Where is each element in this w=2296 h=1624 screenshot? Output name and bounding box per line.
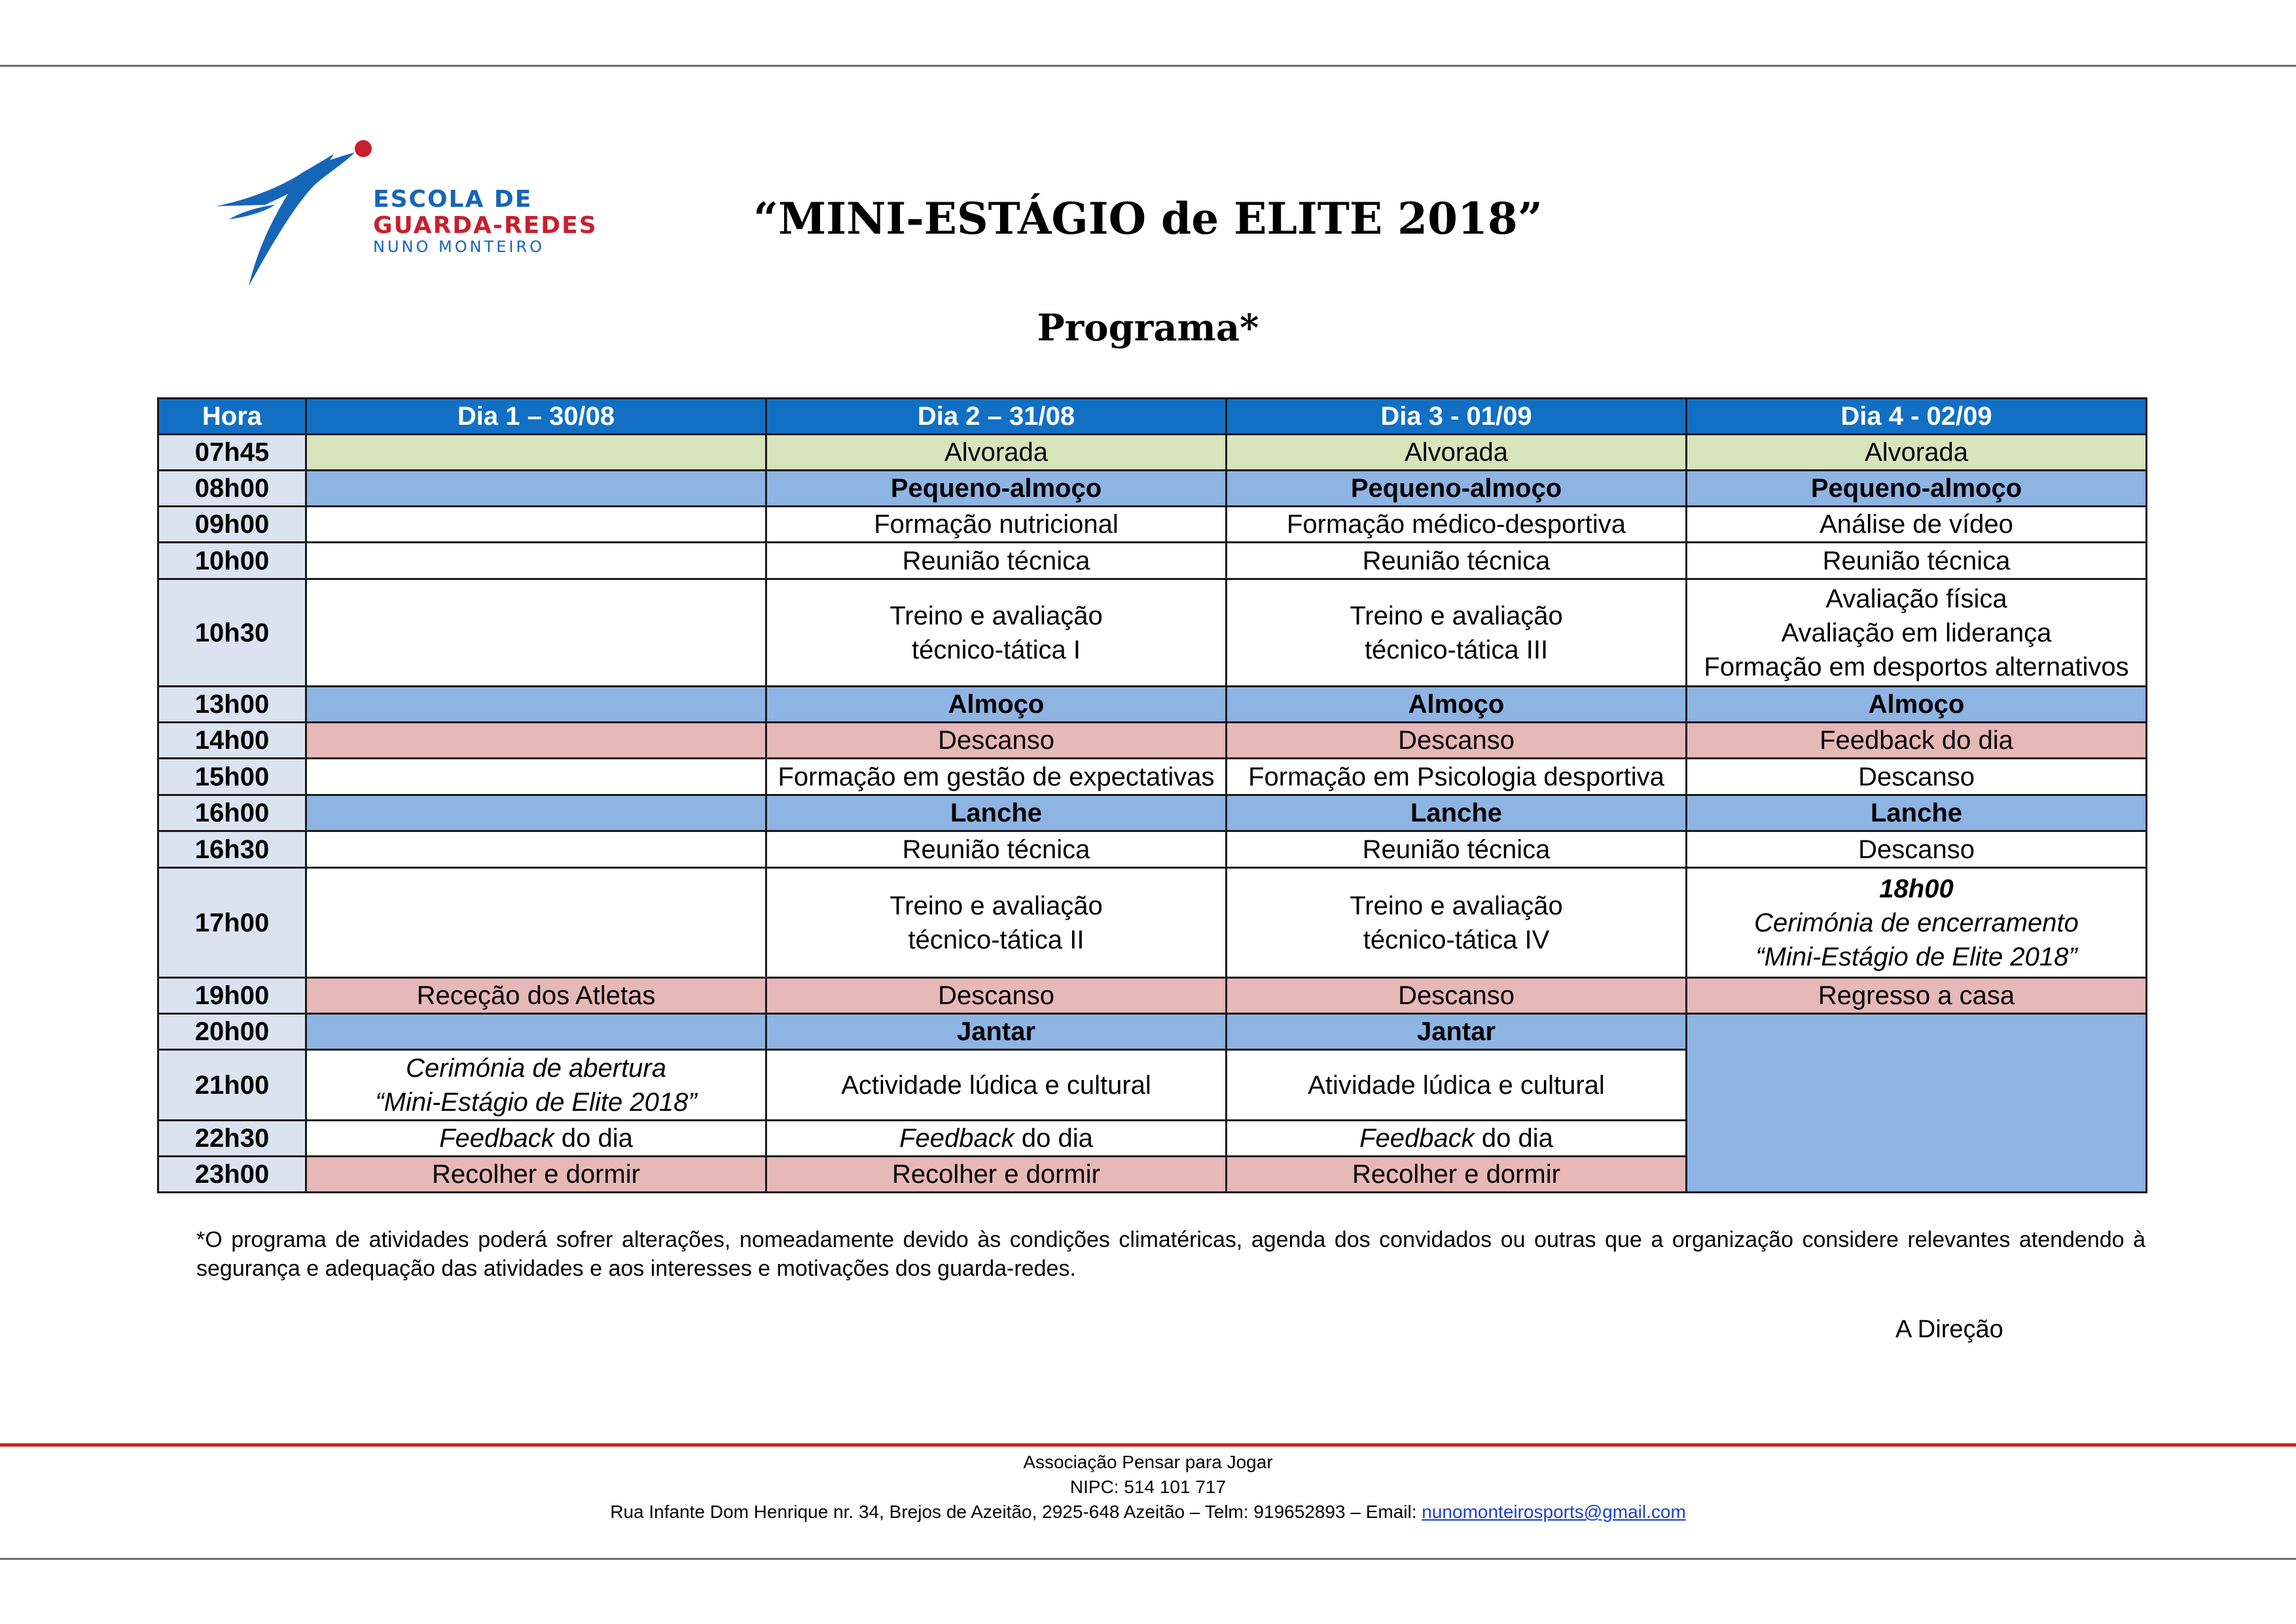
hora-cell: 09h00 bbox=[158, 507, 306, 543]
table-row bbox=[158, 759, 2147, 795]
day3-cell: Formação em Psicologia desportiva bbox=[1227, 759, 1687, 795]
day3-cell: Almoço bbox=[1227, 687, 1687, 723]
day3-cell: Jantar bbox=[1227, 1014, 1687, 1050]
day1-cell bbox=[306, 543, 766, 579]
day2-cell: Formação em gestão de expectativas bbox=[766, 759, 1227, 795]
table-row bbox=[158, 543, 2147, 579]
table-row bbox=[158, 507, 2147, 543]
day2-cell: Pequeno-almoço bbox=[766, 471, 1227, 507]
document-title: “MINI-ESTÁGIO de ELITE 2018” bbox=[753, 193, 1543, 244]
cell-line: Treino e avaliação bbox=[1350, 891, 1563, 920]
cell-line: Treino e avaliação bbox=[889, 891, 1103, 920]
footer bbox=[0, 1450, 2296, 1525]
day1-cell bbox=[306, 831, 766, 868]
hora-cell: 08h00 bbox=[158, 471, 306, 507]
day2-cell bbox=[766, 1121, 1227, 1157]
day4-cell: Descanso bbox=[1687, 831, 2147, 868]
cell-line: técnico-tática II bbox=[908, 925, 1085, 954]
hora-cell: 10h30 bbox=[158, 579, 306, 687]
day3-cell: Reunião técnica bbox=[1227, 543, 1687, 579]
day4-cell: Análise de vídeo bbox=[1687, 507, 2147, 543]
cell-text: do dia bbox=[1014, 1124, 1093, 1153]
footer-address-line bbox=[0, 1500, 2296, 1525]
hora-cell: 15h00 bbox=[158, 759, 306, 795]
cell-italic: Feedback bbox=[1359, 1124, 1475, 1153]
day2-cell: Reunião técnica bbox=[766, 831, 1227, 868]
day1-cell bbox=[306, 687, 766, 723]
day1-cell bbox=[306, 507, 766, 543]
day4-cell: Reunião técnica bbox=[1687, 543, 2147, 579]
day1-cell bbox=[306, 1121, 766, 1157]
day2-cell: Actividade lúdica e cultural bbox=[766, 1050, 1227, 1121]
hora-cell: 14h00 bbox=[158, 723, 306, 759]
day4-cell bbox=[1687, 868, 2147, 978]
day1-cell bbox=[306, 1014, 766, 1050]
table-row bbox=[158, 831, 2147, 868]
day3-cell: Alvorada bbox=[1227, 435, 1687, 471]
header-dia-3: Dia 3 - 01/09 bbox=[1227, 399, 1687, 435]
table-row bbox=[158, 1014, 2147, 1050]
table-header-row bbox=[158, 399, 2147, 435]
day2-cell: Descanso bbox=[766, 978, 1227, 1014]
day2-cell: Formação nutricional bbox=[766, 507, 1227, 543]
day1-cell bbox=[306, 759, 766, 795]
header-hora: Hora bbox=[158, 399, 306, 435]
day1-cell bbox=[306, 795, 766, 831]
hora-cell: 13h00 bbox=[158, 687, 306, 723]
day3-cell: Formação médico-desportiva bbox=[1227, 507, 1687, 543]
day2-cell: Alvorada bbox=[766, 435, 1227, 471]
signature: A Direção bbox=[1895, 1316, 2003, 1343]
day4-cell: Feedback do dia bbox=[1687, 723, 2147, 759]
header-dia-4: Dia 4 - 02/09 bbox=[1687, 399, 2147, 435]
hora-cell: 17h00 bbox=[158, 868, 306, 978]
footnote: *O programa de atividades poderá sofrer alterações, nomeadamente devido às condições climatéricas, agenda dos convidados ou outras que a organização considere relevantes atendendo à segurança e adequação das atividades e aos interesses e motivações dos guarda-redes. bbox=[196, 1227, 2145, 1281]
cell-line: Formação em desportos alternativos bbox=[1704, 652, 2129, 681]
day3-cell: Recolher e dormir bbox=[1227, 1157, 1687, 1193]
schedule-table bbox=[157, 397, 2147, 1193]
day1-cell bbox=[306, 1050, 766, 1121]
hora-cell: 10h00 bbox=[158, 543, 306, 579]
day1-cell bbox=[306, 723, 766, 759]
day2-cell: Descanso bbox=[766, 723, 1227, 759]
hora-cell: 16h00 bbox=[158, 795, 306, 831]
document-subtitle: Programa* bbox=[1037, 306, 1259, 350]
hora-cell: 23h00 bbox=[158, 1157, 306, 1193]
logo-line-2: GUARDA-REDES bbox=[373, 211, 598, 239]
day1-cell bbox=[306, 579, 766, 687]
cell-line: “Mini-Estágio de Elite 2018” bbox=[375, 1087, 697, 1117]
cell-line: técnico-tática III bbox=[1364, 635, 1549, 664]
footer-org: Associação Pensar para Jogar bbox=[1023, 1452, 1273, 1472]
day4-cell: Lanche bbox=[1687, 795, 2147, 831]
day4-cell: Descanso bbox=[1687, 759, 2147, 795]
hora-cell: 21h00 bbox=[158, 1050, 306, 1121]
cell-italic: Feedback bbox=[899, 1124, 1014, 1153]
cell-italic: Feedback bbox=[439, 1124, 554, 1153]
day3-cell bbox=[1227, 868, 1687, 978]
day4-cell: Alvorada bbox=[1687, 435, 2147, 471]
cell-line: técnico-tática IV bbox=[1363, 925, 1550, 954]
cell-line: Avaliação em liderança bbox=[1781, 618, 2052, 647]
header-dia-2: Dia 2 – 31/08 bbox=[766, 399, 1227, 435]
day2-cell: Reunião técnica bbox=[766, 543, 1227, 579]
footer-address: Rua Infante Dom Henrique nr. 34, Brejos de Azeitão, 2925-648 Azeitão – Telm: 919652893 – Email: bbox=[610, 1502, 1422, 1522]
table-row bbox=[158, 579, 2147, 687]
logo-line-1: ESCOLA DE bbox=[373, 186, 533, 213]
table-row bbox=[158, 471, 2147, 507]
day2-cell bbox=[766, 868, 1227, 978]
hora-cell: 16h30 bbox=[158, 831, 306, 868]
top-rule bbox=[0, 65, 2296, 67]
cell-text: do dia bbox=[554, 1124, 633, 1153]
day3-cell: Reunião técnica bbox=[1227, 831, 1687, 868]
hora-cell: 07h45 bbox=[158, 435, 306, 471]
day2-cell: Recolher e dormir bbox=[766, 1157, 1227, 1193]
table-row bbox=[158, 978, 2147, 1014]
day2-cell: Lanche bbox=[766, 795, 1227, 831]
cell-line: Treino e avaliação bbox=[1350, 601, 1563, 630]
cell-line: Avaliação física bbox=[1825, 584, 2007, 613]
table-row bbox=[158, 435, 2147, 471]
day4-cell: Pequeno-almoço bbox=[1687, 471, 2147, 507]
logo-line-3: NUNO MONTEIRO bbox=[373, 238, 545, 257]
day1-cell bbox=[306, 435, 766, 471]
cell-line: Cerimónia de encerramento bbox=[1754, 908, 2079, 937]
footer-nipc: NIPC: 514 101 717 bbox=[1069, 1477, 1227, 1497]
day4-cell: Almoço bbox=[1687, 687, 2147, 723]
footer-red-rule bbox=[0, 1443, 2296, 1447]
day1-cell bbox=[306, 868, 766, 978]
bottom-rule bbox=[0, 1558, 2296, 1560]
table-row bbox=[158, 868, 2147, 978]
day1-cell bbox=[306, 471, 766, 507]
table-row bbox=[158, 795, 2147, 831]
cell-line: Cerimónia de abertura bbox=[406, 1053, 666, 1083]
table-row bbox=[158, 687, 2147, 723]
day1-cell: Recolher e dormir bbox=[306, 1157, 766, 1193]
day4-empty-block bbox=[1687, 1014, 2147, 1193]
header-dia-1: Dia 1 – 30/08 bbox=[306, 399, 766, 435]
day3-cell: Lanche bbox=[1227, 795, 1687, 831]
day4-cell bbox=[1687, 579, 2147, 687]
day3-cell: Descanso bbox=[1227, 978, 1687, 1014]
cell-line: “Mini-Estágio de Elite 2018” bbox=[1755, 942, 2077, 971]
cell-line: 18h00 bbox=[1879, 874, 1954, 903]
hora-cell: 20h00 bbox=[158, 1014, 306, 1050]
cell-text: do dia bbox=[1474, 1124, 1553, 1153]
cell-line: técnico-tática I bbox=[912, 635, 1081, 664]
day2-cell: Jantar bbox=[766, 1014, 1227, 1050]
hora-cell: 22h30 bbox=[158, 1121, 306, 1157]
day3-cell: Descanso bbox=[1227, 723, 1687, 759]
day3-cell bbox=[1227, 1121, 1687, 1157]
day1-cell: Receção dos Atletas bbox=[306, 978, 766, 1014]
day3-cell: Atividade lúdica e cultural bbox=[1227, 1050, 1687, 1121]
day3-cell bbox=[1227, 579, 1687, 687]
day4-cell: Regresso a casa bbox=[1687, 978, 2147, 1014]
hora-cell: 19h00 bbox=[158, 978, 306, 1014]
footer-email-link[interactable]: nunomonteirosports@gmail.com bbox=[1422, 1502, 1686, 1522]
day2-cell: Almoço bbox=[766, 687, 1227, 723]
cell-line: Treino e avaliação bbox=[889, 601, 1103, 630]
day2-cell bbox=[766, 579, 1227, 687]
table-row bbox=[158, 723, 2147, 759]
day3-cell: Pequeno-almoço bbox=[1227, 471, 1687, 507]
